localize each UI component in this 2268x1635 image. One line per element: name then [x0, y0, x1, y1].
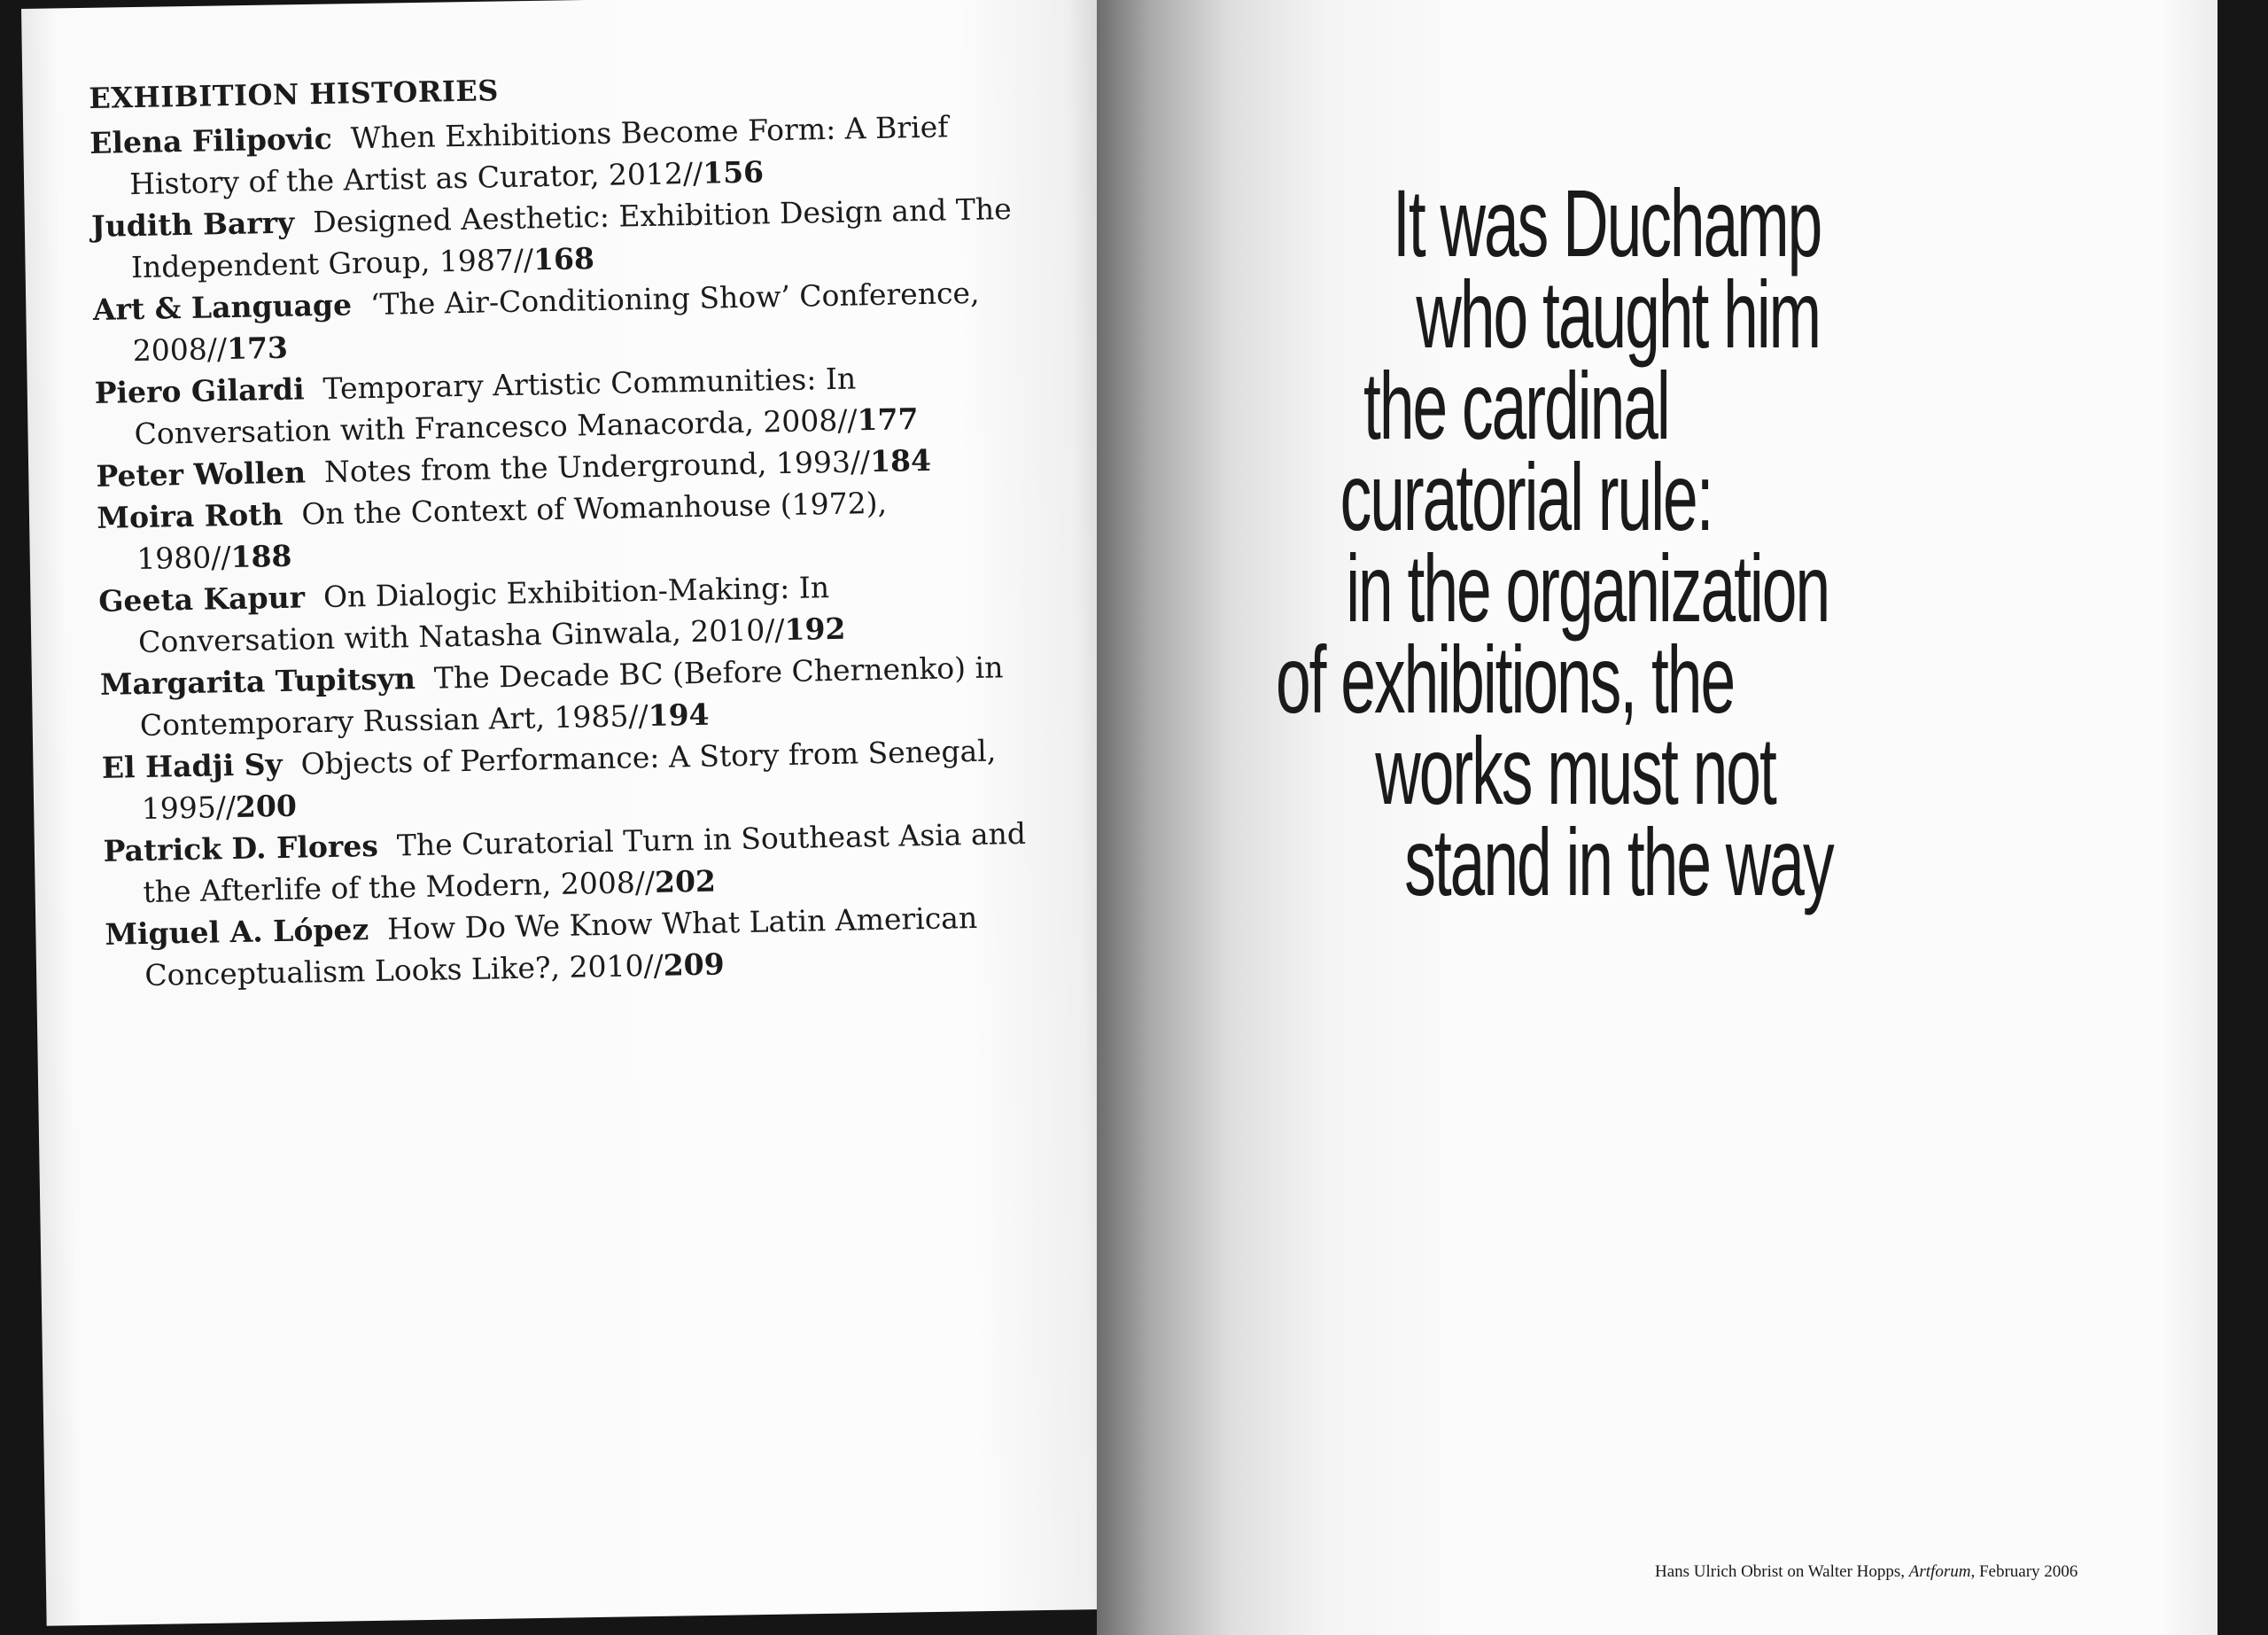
toc-title: ‘The Air-Conditioning Show’ Conference, 2008//	[132, 275, 980, 369]
toc-page-number: 177	[857, 401, 919, 438]
page-edge-shadow	[2218, 0, 2268, 1635]
toc-page-number: 184	[869, 442, 932, 479]
toc-author: Geeta Kapur	[97, 580, 306, 619]
toc-author: Piero Gilardi	[94, 371, 305, 410]
toc-author: Miguel A. López	[105, 912, 369, 952]
toc-author: Judith Barry	[90, 205, 295, 244]
quote-line: in the organization	[1346, 534, 1829, 642]
pull-quote	[1276, 169, 1867, 915]
caption-attribution: Hans Ulrich Obrist on Walter Hopps,	[1655, 1562, 1909, 1581]
quote-line: stand in the way	[1404, 808, 1833, 915]
toc-title: The Decade BC (Before Chernenko) in Contemporary Russian Art, 1985//	[139, 650, 1004, 744]
toc-author: Margarita Tupitsyn	[99, 661, 416, 702]
toc-page-number: 209	[663, 946, 726, 983]
quote-line: works must not	[1375, 717, 1775, 824]
caption-date: , February 2006	[1970, 1562, 2078, 1581]
toc-title: On Dialogic Exhibition-Making: In Conversation with Natasha Ginwala, 2010//	[137, 570, 830, 660]
toc-page-number: 202	[654, 863, 717, 899]
toc-title: How Do We Know What Latin American Conceptualism Looks Like?, 2010//	[144, 899, 978, 993]
toc-author: Art & Language	[92, 287, 353, 327]
toc-page-number: 188	[230, 538, 292, 575]
toc-title: The Curatorial Turn in Southeast Asia and the Afterlife of the Modern, 2008//	[143, 815, 1027, 909]
toc-author: Peter Wollen	[96, 455, 307, 494]
quote-line: It was Duchamp	[1393, 169, 1821, 276]
toc-page-number: 168	[532, 241, 595, 277]
quote-line: curatorial rule:	[1340, 443, 1713, 550]
toc-title: Notes from the Underground, 1993//	[323, 444, 871, 489]
caption-publication: Artforum	[1908, 1562, 1971, 1581]
quote-line: the cardinal	[1363, 352, 1669, 459]
toc-title: On the Context of Womanhouse (1972), 1980//	[136, 485, 888, 577]
table-of-contents	[89, 63, 1081, 997]
toc-heading: EXHIBITION HISTORIES	[89, 74, 500, 115]
toc-page-number: 173	[226, 330, 289, 367]
toc-author: Patrick D. Flores	[103, 828, 379, 868]
toc-page-number: 200	[235, 788, 298, 824]
quote-caption	[1655, 1562, 2078, 1582]
quote-line: of exhibitions, the	[1276, 626, 1735, 733]
toc-author: Elena Filipovic	[89, 121, 333, 160]
toc-page-number: 192	[784, 611, 846, 648]
quote-line: who taught him	[1416, 261, 1821, 368]
toc-page-number: 156	[702, 154, 765, 191]
toc-page-number: 194	[648, 697, 710, 734]
toc-author: Moira Roth	[97, 496, 284, 535]
toc-title: Objects of Performance: A Story from Senegal, 1995//	[141, 733, 997, 827]
toc-title: Designed Aesthetic: Exhibition Design and The Independent Group, 1987//	[130, 191, 1013, 285]
toc-title: Temporary Artistic Communities: In Conversation with Francesco Manacorda, 2008//	[134, 361, 858, 452]
toc-title: When Exhibitions Become Form: A Brief History of the Artist as Curator, 2012//	[128, 109, 949, 202]
toc-author: El Hadji Sy	[101, 746, 284, 785]
